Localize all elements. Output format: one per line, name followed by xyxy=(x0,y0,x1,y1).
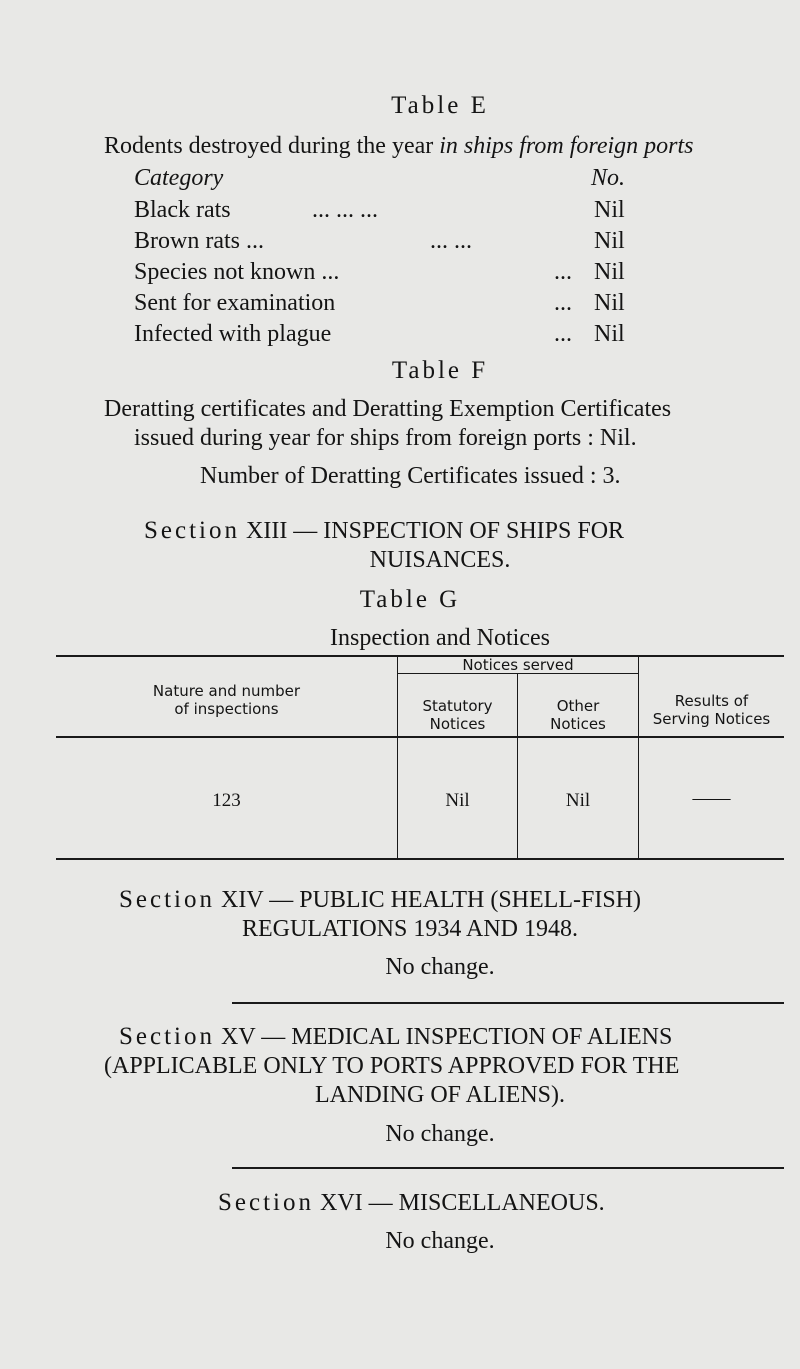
table-g-header-statutory xyxy=(398,697,517,733)
table-g-cell-statutory: Nil xyxy=(445,790,470,811)
section-xv-heading xyxy=(119,1023,672,1051)
section-prefix: Section xyxy=(144,517,240,544)
table-e-intro-plain: Rodents destroyed during the year xyxy=(104,133,434,159)
section-xv-note: No change. xyxy=(385,1121,495,1147)
table-g-cell-results: —— xyxy=(692,788,731,809)
table-g-title: Table G xyxy=(359,586,461,613)
row-label: Brown rats ... xyxy=(134,228,264,254)
header-line: Other xyxy=(556,697,600,715)
table-f-line2: issued during year for ships from foreign ports : Nil. xyxy=(134,425,637,451)
row-dots: ... ... ... xyxy=(312,197,378,223)
row-value: Nil xyxy=(594,290,625,316)
section-xvi-heading xyxy=(218,1189,605,1217)
section-xiv-line1: XIV — PUBLIC HEALTH (SHELL-FISH) xyxy=(221,887,641,913)
row-dots: ... xyxy=(554,321,572,347)
divider-1 xyxy=(232,1002,784,1004)
table-g-cell-other: Nil xyxy=(565,790,591,811)
row-dots: ... ... xyxy=(430,228,472,254)
table-g-header-results xyxy=(639,692,784,728)
table-g-header-served: Notices served xyxy=(462,656,574,674)
row-value: Nil xyxy=(594,259,625,285)
table-g-cell-nature: 123 xyxy=(212,790,241,811)
row-label: Sent for examination xyxy=(134,290,336,316)
table-e-col-no: No. xyxy=(591,165,626,191)
section-xv-line3: LANDING OF ALIENS). xyxy=(315,1082,565,1108)
table-g-header-nature xyxy=(56,682,397,718)
section-prefix: Section xyxy=(218,1189,314,1216)
section-xvi-line1: XVI — MISCELLANEOUS. xyxy=(320,1190,605,1216)
table-f-line3: Number of Deratting Certificates issued : 3. xyxy=(200,463,621,489)
section-xv-line2: (APPLICABLE ONLY TO PORTS APPROVED FOR THE xyxy=(104,1053,680,1079)
header-line: Nature and number xyxy=(152,682,301,700)
table-g-vline-1 xyxy=(397,656,398,858)
table-e-title: Table E xyxy=(391,92,489,119)
header-line: of inspections xyxy=(174,700,279,718)
table-g-bottom-rule xyxy=(56,858,784,860)
section-prefix: Section xyxy=(119,1023,215,1050)
header-line: Results of xyxy=(674,692,749,710)
row-dots: ... xyxy=(554,290,572,316)
section-xiv-line2: REGULATIONS 1934 AND 1948. xyxy=(242,916,578,942)
row-value: Nil xyxy=(594,321,625,347)
table-f-title: Table F xyxy=(391,357,489,384)
section-xiii-line1: XIII — INSPECTION OF SHIPS FOR xyxy=(246,518,625,544)
table-e-intro-italic: in ships from foreign ports xyxy=(439,133,694,159)
row-label: Species not known ... xyxy=(134,259,340,285)
divider-2 xyxy=(232,1167,784,1169)
header-line: Serving Notices xyxy=(652,710,771,728)
table-f-line1: Deratting certificates and Deratting Exemption Certificates xyxy=(104,396,672,422)
section-prefix: Section xyxy=(119,886,215,913)
section-xiii-line2: NUISANCES. xyxy=(369,547,511,573)
table-g-header-rule xyxy=(56,736,784,738)
section-xv-line1: XV — MEDICAL INSPECTION OF ALIENS xyxy=(221,1024,673,1050)
table-g-header-other xyxy=(518,697,638,733)
table-g-vline-3 xyxy=(638,656,639,858)
table-e-col-category: Category xyxy=(134,165,224,191)
header-line: Statutory xyxy=(422,697,493,715)
section-xiv-heading xyxy=(119,886,641,914)
row-value: Nil xyxy=(594,197,625,223)
row-dots: ... xyxy=(554,259,572,285)
header-line: Notices xyxy=(550,715,606,733)
section-xiv-note: No change. xyxy=(385,954,495,980)
section-xvi-note: No change. xyxy=(385,1228,495,1254)
row-label: Black rats xyxy=(134,197,231,223)
table-g-subtitle: Inspection and Notices xyxy=(330,625,550,651)
row-value: Nil xyxy=(594,228,625,254)
header-line: Notices xyxy=(429,715,486,733)
row-label: Infected with plague xyxy=(134,321,332,347)
